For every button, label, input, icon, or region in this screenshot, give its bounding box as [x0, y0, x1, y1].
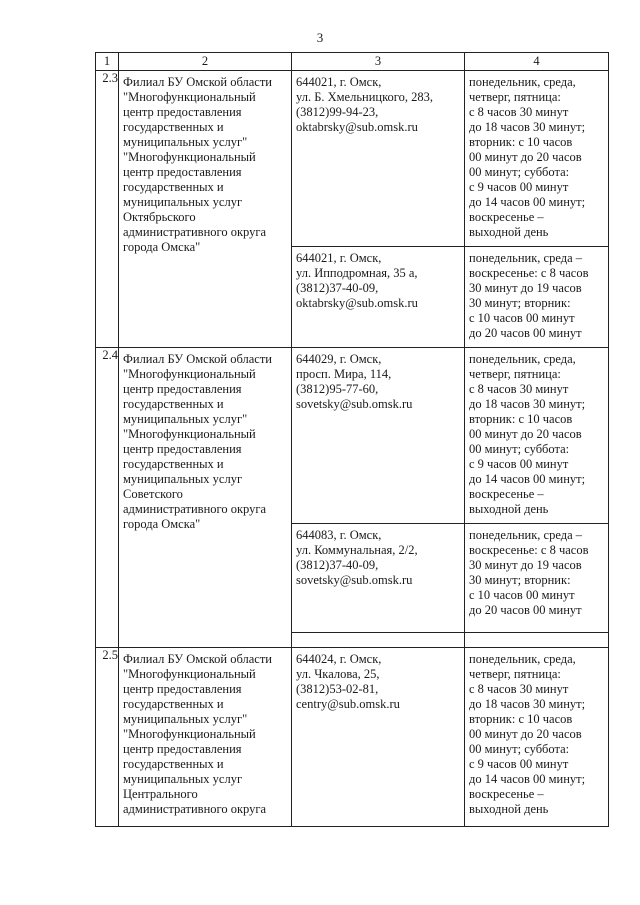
table-row — [96, 348, 609, 524]
branch-name-line: города Омска" — [123, 240, 201, 254]
hours-line: понедельник, среда – — [469, 251, 583, 265]
branch-name-cell — [119, 648, 292, 827]
branch-name-line: Филиал БУ Омской области — [123, 75, 272, 89]
email-link[interactable]: sovetsky@sub.omsk.ru — [296, 573, 413, 587]
branch-name-line: центр предоставления — [123, 442, 242, 456]
hours-line: четверг, пятница: — [469, 367, 561, 381]
hours-line: воскресенье – — [469, 210, 544, 224]
hours-line: с 10 часов 00 минут — [469, 588, 575, 602]
branch-name-line: Филиал БУ Омской области — [123, 352, 272, 366]
hours-line: с 8 часов 30 минут — [469, 105, 569, 119]
working-hours-cell — [465, 247, 609, 348]
header-cell-1: 1 — [96, 53, 119, 71]
hours-line: 30 минут до 19 часов — [469, 558, 582, 572]
branch-name-line: муниципальных услуг" — [123, 135, 248, 149]
address-line: 644083, г. Омск, — [296, 528, 382, 542]
hours-line: до 18 часов 30 минут; — [469, 697, 586, 711]
branch-name-line: муниципальных услуг — [123, 772, 243, 786]
address-line: ул. Чкалова, 25, — [296, 667, 380, 681]
hours-line: воскресенье – — [469, 787, 544, 801]
hours-line: 00 минут до 20 часов — [469, 727, 582, 741]
branch-name-line: "Многофункциональный — [123, 427, 256, 441]
branch-name-line: Филиал БУ Омской области — [123, 652, 272, 666]
hours-line: до 14 часов 00 минут; — [469, 472, 586, 486]
working-hours-cell — [465, 524, 609, 633]
address-line: (3812)37-40-09, — [296, 281, 379, 295]
branch-name-line: "Многофункциональный — [123, 150, 256, 164]
hours-line: воскресенье – — [469, 487, 544, 501]
branch-name-line: центр предоставления — [123, 682, 242, 696]
branch-name-line: "Многофункциональный — [123, 367, 256, 381]
hours-line: понедельник, среда – — [469, 528, 583, 542]
hours-line: понедельник, среда, — [469, 352, 576, 366]
hours-line: выходной день — [469, 502, 549, 516]
hours-line: 30 минут до 19 часов — [469, 281, 582, 295]
page-number: 3 — [316, 30, 324, 45]
hours-line: 00 минут до 20 часов — [469, 427, 582, 441]
hours-line: 00 минут; суббота: — [469, 165, 570, 179]
hours-line: воскресенье: с 8 часов — [469, 543, 589, 557]
email-link[interactable]: oktabrsky@sub.omsk.ru — [296, 296, 418, 310]
branch-name-line: административного округа — [123, 225, 267, 239]
branch-name-line: муниципальных услуг — [123, 195, 243, 209]
hours-line: с 8 часов 30 минут — [469, 382, 569, 396]
hours-line: четверг, пятница: — [469, 90, 561, 104]
address-cell — [292, 648, 465, 827]
branch-name-line: административного округа — [123, 502, 267, 516]
hours-line: до 20 часов 00 минут — [469, 326, 582, 340]
hours-line: вторник: с 10 часов — [469, 712, 573, 726]
hours-line: с 9 часов 00 минут — [469, 180, 569, 194]
branch-name-line: муниципальных услуг" — [123, 712, 248, 726]
address-cell — [292, 348, 465, 524]
address-cell — [292, 71, 465, 247]
hours-line: выходной день — [469, 802, 549, 816]
address-line: 644029, г. Омск, — [296, 352, 382, 366]
row-number: 2.5 — [96, 648, 119, 827]
email-link[interactable]: oktabrsky@sub.omsk.ru — [296, 120, 418, 134]
email-link[interactable]: centry@sub.omsk.ru — [296, 697, 400, 711]
header-row — [96, 53, 609, 71]
address-cell — [292, 247, 465, 348]
address-line: просп. Мира, 114, — [296, 367, 392, 381]
hours-line: с 10 часов 00 минут — [469, 311, 575, 325]
empty-cell — [465, 633, 609, 648]
hours-line: вторник: с 10 часов — [469, 135, 573, 149]
row-number: 2.4 — [96, 348, 119, 648]
branch-name-line: административного округа — [123, 802, 267, 816]
hours-line: с 9 часов 00 минут — [469, 757, 569, 771]
branch-name-line: муниципальных услуг — [123, 472, 243, 486]
working-hours-cell — [465, 648, 609, 827]
hours-line: четверг, пятница: — [469, 667, 561, 681]
row-number: 2.3 — [96, 71, 119, 348]
address-cell — [292, 524, 465, 633]
branch-name-line: центр предоставления — [123, 742, 242, 756]
branch-name-line: государственных и — [123, 397, 224, 411]
table-row — [96, 648, 609, 827]
branch-name-line: центр предоставления — [123, 105, 242, 119]
hours-line: с 8 часов 30 минут — [469, 682, 569, 696]
hours-line: 30 минут; вторник: — [469, 296, 571, 310]
hours-line: до 14 часов 00 минут; — [469, 195, 586, 209]
address-line: (3812)95-77-60, — [296, 382, 379, 396]
hours-line: понедельник, среда, — [469, 652, 576, 666]
address-line: ул. Коммунальная, 2/2, — [296, 543, 418, 557]
branches-table — [95, 52, 609, 827]
header-cell-2: 2 — [119, 53, 292, 71]
address-line: 644024, г. Омск, — [296, 652, 382, 666]
branch-name-line: Центрального — [123, 787, 198, 801]
table-row — [96, 71, 609, 247]
branch-name-line: центр предоставления — [123, 165, 242, 179]
address-line: (3812)53-02-81, — [296, 682, 379, 696]
hours-line: понедельник, среда, — [469, 75, 576, 89]
branch-name-line: государственных и — [123, 180, 224, 194]
branch-name-line: государственных и — [123, 457, 224, 471]
header-cell-3: 3 — [292, 53, 465, 71]
branch-name-cell — [119, 71, 292, 348]
branch-name-line: Советского — [123, 487, 183, 501]
hours-line: воскресенье: с 8 часов — [469, 266, 589, 280]
branch-name-line: государственных и — [123, 757, 224, 771]
hours-line: с 9 часов 00 минут — [469, 457, 569, 471]
branch-name-line: Октябрьского — [123, 210, 196, 224]
branch-name-line: "Многофункциональный — [123, 667, 256, 681]
branch-name-line: города Омска" — [123, 517, 201, 531]
hours-line: до 20 часов 00 минут — [469, 603, 582, 617]
branch-name-line: центр предоставления — [123, 382, 242, 396]
hours-line: 00 минут до 20 часов — [469, 150, 582, 164]
branch-name-line: "Многофункциональный — [123, 90, 256, 104]
working-hours-cell — [465, 348, 609, 524]
email-link[interactable]: sovetsky@sub.omsk.ru — [296, 397, 413, 411]
header-cell-4: 4 — [465, 53, 609, 71]
hours-line: 00 минут; суббота: — [469, 442, 570, 456]
working-hours-cell — [465, 71, 609, 247]
hours-line: 00 минут; суббота: — [469, 742, 570, 756]
branch-name-line: "Многофункциональный — [123, 727, 256, 741]
hours-line: до 18 часов 30 минут; — [469, 397, 586, 411]
address-line: (3812)99-94-23, — [296, 105, 379, 119]
hours-line: вторник: с 10 часов — [469, 412, 573, 426]
address-line: ул. Ипподромная, 35 а, — [296, 266, 418, 280]
address-line: (3812)37-40-09, — [296, 558, 379, 572]
branch-name-line: муниципальных услуг" — [123, 412, 248, 426]
empty-cell — [292, 633, 465, 648]
address-line: 644021, г. Омск, — [296, 251, 382, 265]
address-line: 644021, г. Омск, — [296, 75, 382, 89]
branch-name-line: государственных и — [123, 697, 224, 711]
address-line: ул. Б. Хмельницкого, 283, — [296, 90, 433, 104]
hours-line: до 18 часов 30 минут; — [469, 120, 586, 134]
hours-line: выходной день — [469, 225, 549, 239]
hours-line: 30 минут; вторник: — [469, 573, 571, 587]
branch-name-line: государственных и — [123, 120, 224, 134]
hours-line: до 14 часов 00 минут; — [469, 772, 586, 786]
branch-name-cell — [119, 348, 292, 648]
